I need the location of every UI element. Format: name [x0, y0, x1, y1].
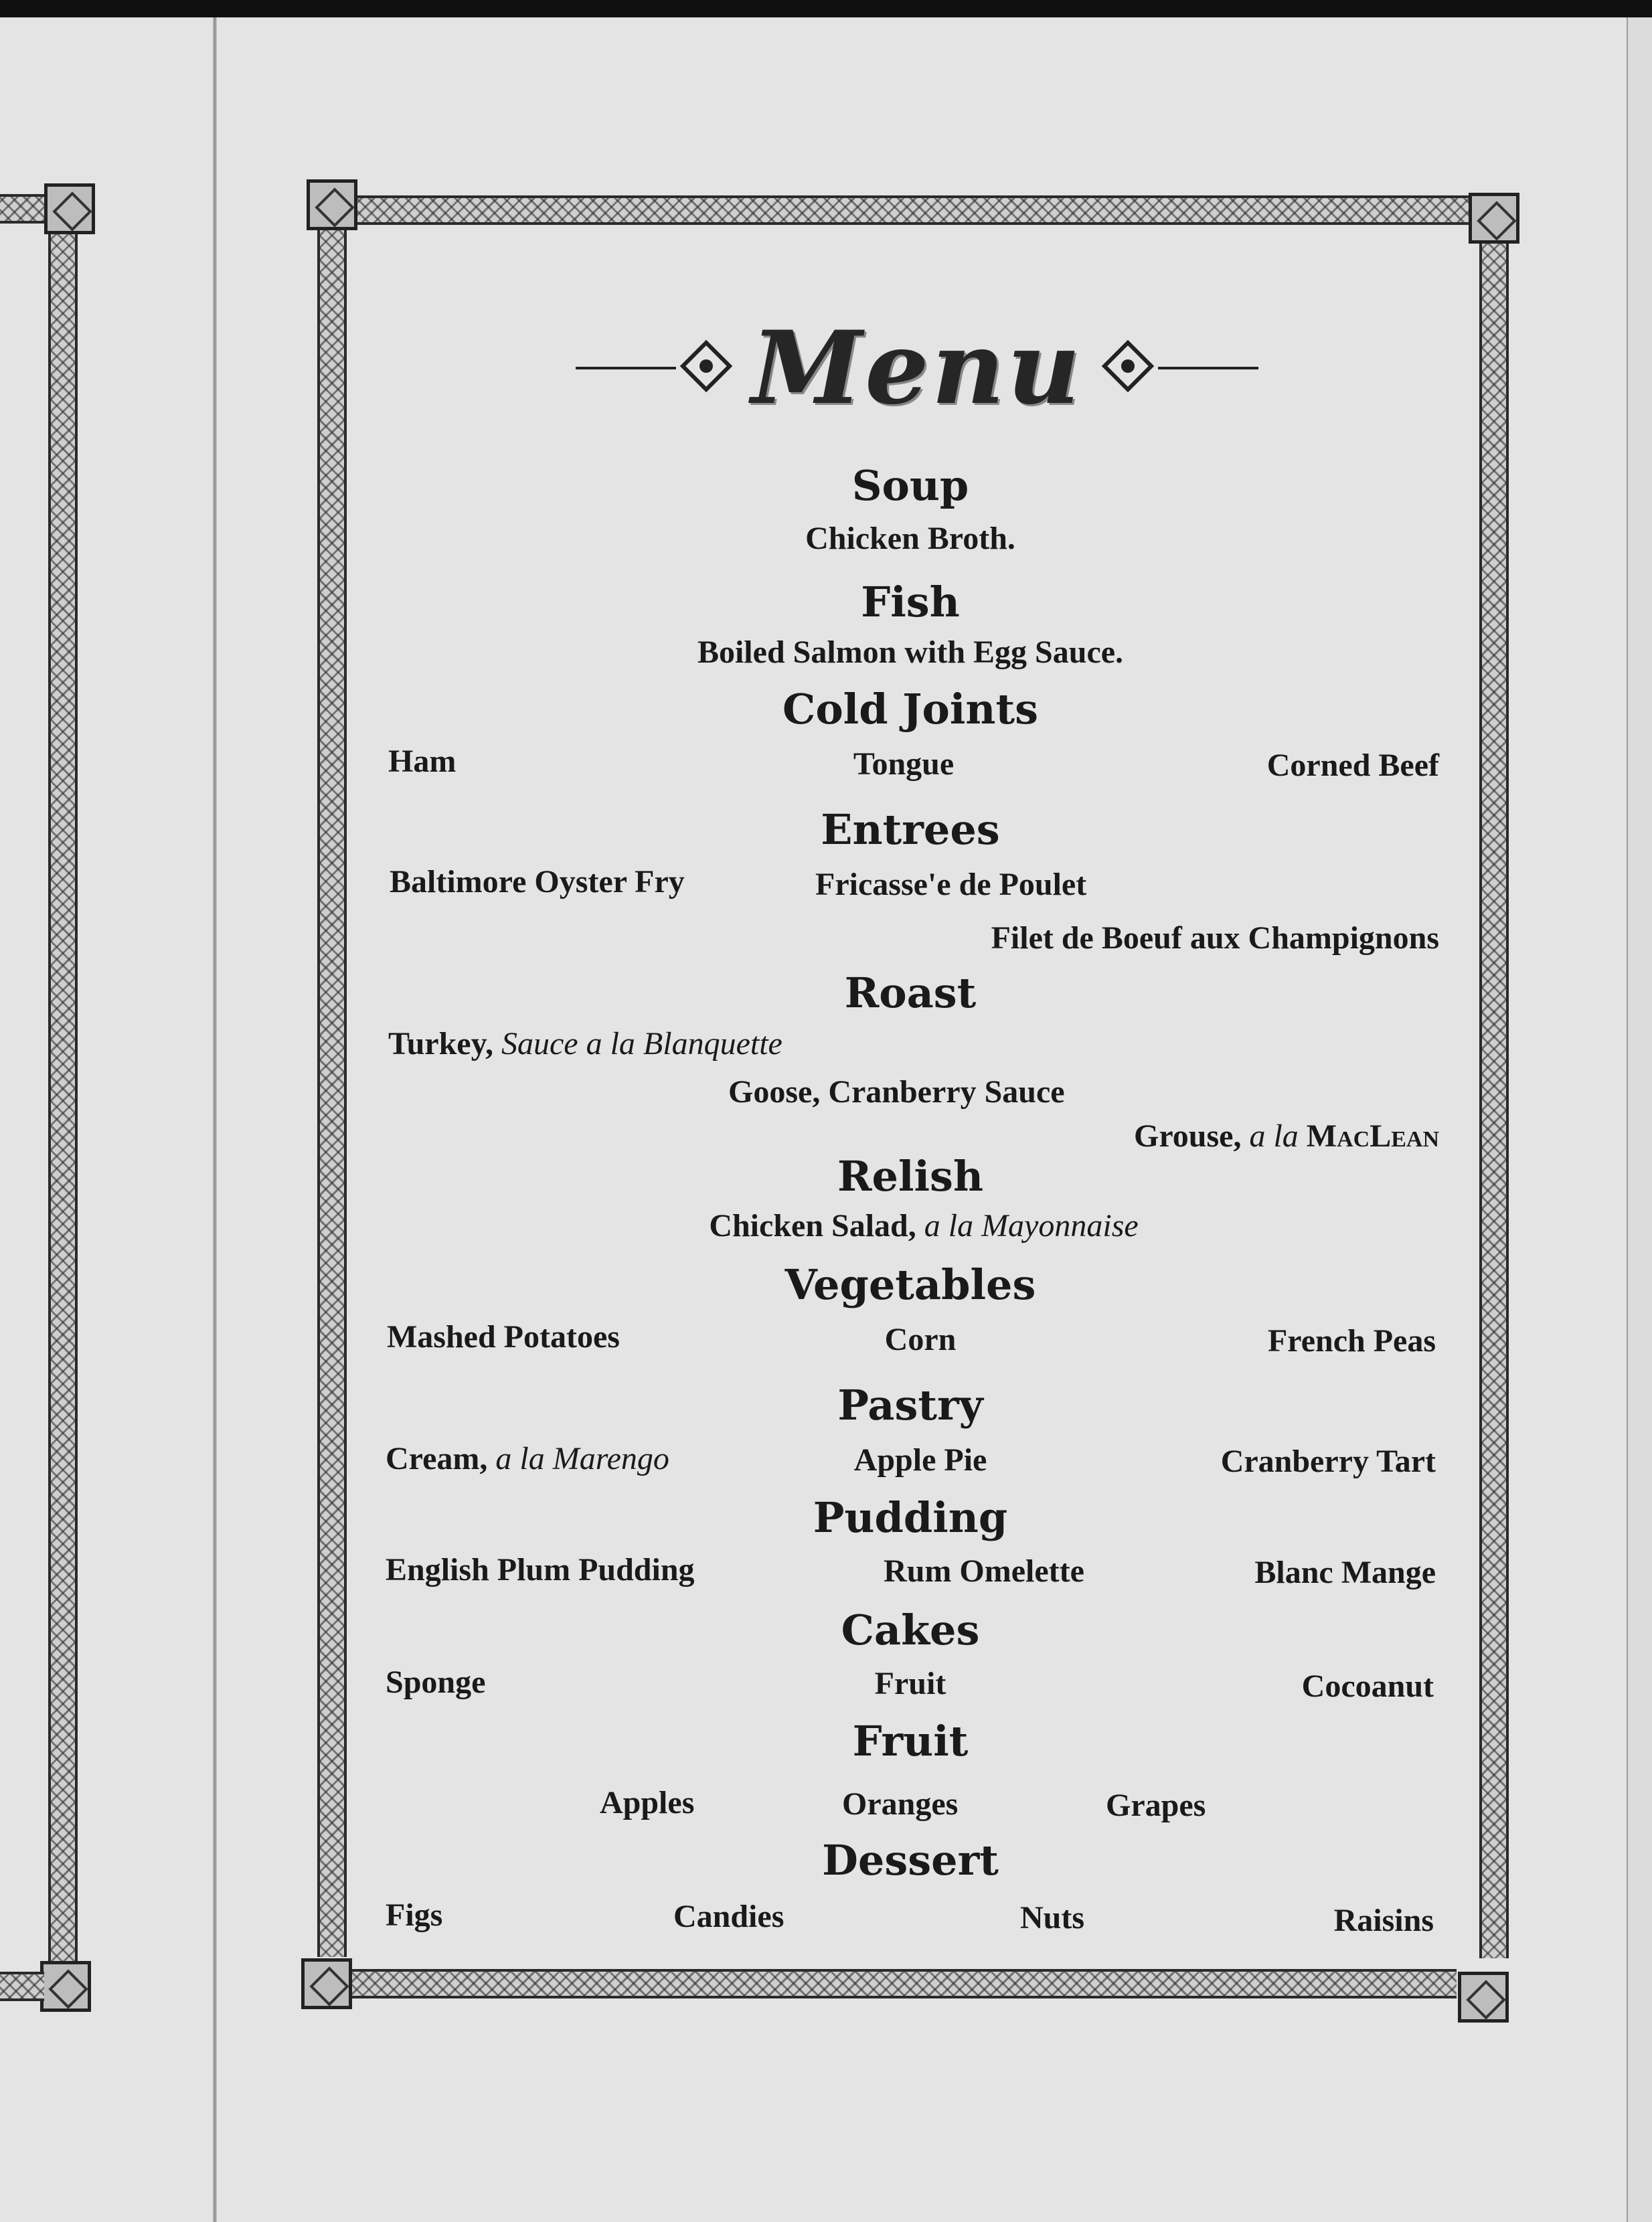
section-heading-pastry: Pastry [837, 1381, 983, 1430]
menu-item: Rum Omelette [884, 1553, 1084, 1589]
menu-item: Tongue [853, 746, 955, 782]
menu-item: Apples [600, 1785, 695, 1820]
left-page-corner-top [44, 183, 95, 234]
menu-item: Ham [388, 744, 457, 779]
menu-item: French Peas [1267, 1323, 1436, 1359]
menu-item-text: Goose, Cranberry Sauce [728, 1074, 1065, 1110]
menu-item-italic: Sauce a la Blanquette [501, 1026, 782, 1061]
left-page-bottom-border [0, 1972, 44, 2001]
menu-title: Menu [751, 309, 1083, 427]
menu-item-smallcaps: MacLean [1306, 1118, 1439, 1154]
menu-item: Apple Pie [853, 1442, 987, 1478]
menu-item: Boiled Salmon with Egg Sauce. [697, 634, 1124, 670]
title-rule-right [1158, 367, 1258, 369]
scan-top-edge [0, 0, 1652, 17]
frame-right-border [1479, 244, 1509, 1958]
menu-item-italic: a la Marengo [495, 1441, 669, 1476]
left-page-corner-bottom [40, 1961, 91, 2012]
menu-item: Oranges [842, 1786, 959, 1822]
section-heading-relish: Relish [837, 1152, 984, 1201]
menu-title-block [576, 301, 1258, 435]
section-heading-cakes: Cakes [841, 1606, 980, 1654]
menu-item: Grapes [1106, 1788, 1206, 1823]
fleuron-right-icon [1098, 336, 1158, 396]
frame-left-border [317, 230, 347, 1957]
menu-item-text: Turkey, [388, 1026, 493, 1061]
menu-item: Sponge [386, 1664, 486, 1700]
page-fold [213, 17, 217, 2222]
section-heading-vegetables: Vegetables [784, 1260, 1036, 1309]
section-heading-cold-joints: Cold Joints [782, 685, 1039, 734]
frame-corner-bottom-right [1458, 1972, 1509, 2023]
frame-corner-bottom-left [301, 1958, 352, 2009]
section-heading-dessert: Dessert [822, 1836, 999, 1885]
frame-corner-top-right [1469, 193, 1519, 244]
section-heading-fish: Fish [861, 578, 960, 626]
left-page-right-border [48, 234, 78, 1961]
menu-item-italic: a la Mayonnaise [924, 1208, 1139, 1244]
frame-bottom-border [352, 1969, 1457, 1998]
menu-item: Baltimore Oyster Fry [390, 864, 685, 900]
menu-item: Fruit [874, 1666, 946, 1701]
menu-item: Cocoanut [1301, 1669, 1434, 1704]
page-right-edge [1627, 17, 1652, 2222]
menu-item: Candies [673, 1899, 784, 1934]
menu-item-text: Cream, [386, 1441, 488, 1476]
menu-item: Filet de Boeuf aux Champignons [991, 920, 1439, 956]
section-heading-roast: Roast [844, 968, 977, 1017]
menu-item: Cranberry Tart [1220, 1444, 1436, 1479]
menu-item [602, 1206, 1245, 1246]
menu-item: Blanc Mange [1254, 1555, 1436, 1590]
menu-item [386, 1439, 669, 1479]
frame-corner-top-left [307, 179, 357, 230]
menu-item-text: Chicken Salad, [709, 1208, 916, 1244]
menu-item: Figs [386, 1897, 443, 1933]
menu-item: Corned Beef [1266, 748, 1439, 783]
menu-item: Corn [884, 1322, 957, 1357]
menu-item: Nuts [1020, 1900, 1085, 1936]
frame-top-border [357, 195, 1469, 225]
section-heading-entrees: Entrees [821, 805, 1000, 854]
menu-item: English Plum Pudding [386, 1552, 695, 1588]
menu-item [728, 1072, 1065, 1112]
menu-item-italic: a la [1249, 1118, 1299, 1154]
menu-item [388, 1024, 782, 1064]
menu-item: Mashed Potatoes [387, 1319, 620, 1355]
menu-item-text: Grouse, [1133, 1118, 1242, 1154]
menu-item: Fricasse'e de Poulet [815, 867, 1087, 902]
menu-item: Chicken Broth. [805, 521, 1015, 556]
section-heading-fruit: Fruit [852, 1717, 969, 1766]
menu-item: Raisins [1333, 1903, 1434, 1938]
section-heading-pudding: Pudding [813, 1493, 1008, 1542]
section-heading-soup: Soup [851, 461, 969, 510]
